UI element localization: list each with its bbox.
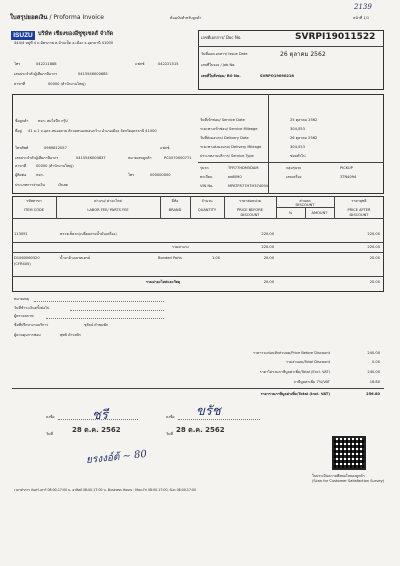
customer-phone-label: โทรศัพท์ <box>15 146 29 150</box>
company-tel-label: โทร <box>14 62 21 66</box>
vat: 16.80 <box>369 380 380 384</box>
company-branch-label: สาขาที่ <box>14 82 26 86</box>
labor-total: 220.00 <box>261 245 274 249</box>
total-before-label: ราคารวมก่อนหักส่วนลด/Price Before Discount <box>252 351 330 355</box>
staff-date: 28 ต.ค. 2562 <box>176 426 225 434</box>
plate-label: ทะเบียน <box>200 175 213 179</box>
model-group: PICKUP <box>340 166 353 170</box>
doc-title <box>10 14 104 21</box>
contact: หจก. <box>36 173 44 177</box>
col-discount-en: DISCOUNT <box>295 203 315 207</box>
service-mileage-label: ระยะทางเข้าซ่อม/ Service Mileage <box>200 127 258 131</box>
col-desc-en: LABOR FEE/ PARTS FEE <box>87 208 129 212</box>
customer-date-label: วันที่ <box>46 432 53 436</box>
row1-desc: ตรวจเช็ครถ(เปลี่ยนถ่ายน้ำมันเครื่อง) <box>60 232 117 236</box>
total-discount: 0.00 <box>371 360 380 364</box>
col-discount-th: ส่วนลด <box>299 199 311 203</box>
col-brand-en: BRAND <box>168 208 182 212</box>
engine-label: เลขเครื่อง <box>286 175 302 179</box>
qr-caption: ใบประเมินความพึงพอใจของลูกค้า <box>312 474 365 478</box>
contact-tel-label: โทร <box>128 173 135 177</box>
company-tax-label: เลขประจำตัวผู้เสียภาษีอากร <box>14 72 58 76</box>
customer-phone: 0969812057 <box>44 146 67 150</box>
customer-address: 41 ม.1 ถ.อุดร-หนองคาย ตำบลหนองขอนกว้าง อำเภอเมือง จังหวัดอุดรธานี 41000 <box>28 129 157 133</box>
model-label: รุ่นรถ <box>200 166 209 170</box>
company-branch: 00000 (สำนักงานใหญ่) <box>48 82 86 86</box>
contact-label: ผู้ติดต่อ <box>15 173 27 177</box>
model-group-label: กลุ่มรุ่นรถ <box>286 166 302 170</box>
parts-total-label: รวมค่าอะไหล่และวัสดุ <box>146 280 181 284</box>
parts-total-after: 20.00 <box>369 280 380 284</box>
row2-qty: 1.00 <box>211 256 220 260</box>
company-tel: 042211888 <box>36 62 57 66</box>
vat-label: ภาษีมูลค่าเพิ่ม 7%/VAT <box>293 380 330 384</box>
delivery-date: 26 ตุลาคม 2562 <box>290 136 318 140</box>
plate: ยพ8090 <box>228 175 242 179</box>
service-type-label: ประเภทงานบริการ/ Service Type <box>200 154 254 158</box>
delivery-mileage-label: ระยะทางส่งมอบรถ/ Delivery Mileage <box>200 145 262 149</box>
service-mileage: 304,053 <box>290 127 305 131</box>
customer-no: PC0070000771 <box>164 156 192 160</box>
payment-type: เงินสด <box>58 183 68 187</box>
row2-code: D1060060320 <box>14 256 40 260</box>
row2-brand: Bonded Parts <box>158 256 182 260</box>
company-name: บริษัท เชียงของอีซูซุเซลส์ จำกัด <box>38 31 114 37</box>
page-meta: หน้าที่ 1/1 <box>353 16 370 20</box>
customer-address-label: ที่อยู่ <box>15 129 22 133</box>
handwritten-note: ยรงงอ์ต้ ~ 80 <box>85 448 148 467</box>
row1-price: 220.00 <box>261 232 274 236</box>
customer-fax-label: แฟกซ์ <box>160 146 170 150</box>
doc-title-th: ใบสรุปยอดเงิน <box>10 14 48 21</box>
company-fax-label: แฟกซ์ <box>135 62 145 66</box>
tech-label: ผู้ควบคุมการซ่อม <box>14 333 41 337</box>
row2-price: 20.00 <box>263 256 274 260</box>
total-excl: 240.00 <box>367 370 380 374</box>
company-tax: 0415546000685 <box>78 72 108 76</box>
doc-no-label: เลขที่เอกสาร/ Doc No. <box>201 35 242 40</box>
row1-after: 220.00 <box>367 232 380 236</box>
col-desc-th: ค่าแรง/ ค่าอะไหล่ <box>94 199 122 203</box>
customer-date: 28 ต.ค. 2562 <box>72 426 121 434</box>
col-discount-amt: AMOUNT <box>311 211 328 215</box>
customer-name: หจก. สมใจนึก กรุ๊ป <box>38 119 68 123</box>
tech: พุทธิ ดำรงพัก <box>60 333 81 337</box>
company-address: 444/4 หมู่ที่ 4 ถ.มิตรภาพ ต.บ้านเป็ด อ.เมือง จ.อุดรธานี 41000 <box>14 41 114 45</box>
payment-type-label: ประเภทการจ่ายเงิน <box>15 183 45 187</box>
col-code-en: ITEM CODE <box>23 208 45 212</box>
remark-label: หมายเหตุ <box>14 297 29 301</box>
ro-no-label: เลขที่ใบสั่งซ่อม/ RO No. <box>201 74 241 78</box>
col-after-sub: DISCOUNT <box>349 213 369 217</box>
total-incl: 256.80 <box>366 392 380 396</box>
company-fax: 042221515 <box>158 62 179 66</box>
col-after-en: PRICE AFTER <box>347 208 371 212</box>
row2-after: 20.00 <box>369 256 380 260</box>
service-date-label: วันที่เข้าซ่อม/ Service Date <box>200 118 245 122</box>
labor-total-label: รวมค่าแรง <box>172 245 189 249</box>
ro-no: SVRPO19090216 <box>260 74 294 78</box>
customer-branch: 00000 (สำนักงานใหญ่) <box>36 164 74 168</box>
delivery-mileage: 304,053 <box>290 145 305 149</box>
checker-label: ผู้ตรวจสภาพ <box>14 314 34 318</box>
col-price-th: ราคาต่อหน่วย <box>239 199 261 203</box>
book-no-label: เลขที่ใบจอง / Job No. <box>201 63 236 67</box>
col-after-th: ราคาสุทธิ <box>351 199 367 203</box>
doc-no: SVRPI19011522 <box>295 32 376 42</box>
next-pay-label: วันที่ชำระเงินครั้งต่อไป <box>14 306 50 310</box>
row2-code2: (CFR400) <box>14 262 31 266</box>
col-qty-en: QUANTITY <box>197 208 217 212</box>
customer-sign-label: ลงชื่อ <box>46 415 55 419</box>
engine: 3TN4094 <box>340 175 357 179</box>
col-brand-th: ยี่ห้อ <box>171 199 179 203</box>
staff-sign-label: ลงชื่อ <box>166 415 175 419</box>
total-before: 240.00 <box>367 351 380 355</box>
total-excl-label: ราคาไม่รวมภาษีมูลค่าเพิ่ม/Total (Excl. VAT) <box>259 370 330 374</box>
labor-total-after: 220.00 <box>367 245 380 249</box>
staff-signature: ขรัช <box>196 404 221 419</box>
vin: MPATFR77H7H374094 <box>228 184 268 188</box>
service-date: 25 ตุลาคม 2562 <box>290 118 318 122</box>
advisor-label: ชื่อที่ปรึกษางานบริการ <box>14 323 49 327</box>
customer-no-label: หมายเลขลูกค้า <box>128 156 152 160</box>
total-discount-label: รวมส่วนลด/Total Discount <box>285 360 330 364</box>
isuzu-logo: ISUZU <box>11 31 35 40</box>
survey-qr-code[interactable] <box>332 436 366 470</box>
customer-branch-label: สาขาที่ <box>15 164 27 168</box>
col-code-th: รหัสสาขา <box>26 199 42 203</box>
row1-code: 113091 <box>14 232 28 236</box>
col-price-en: PRICE BEFORE <box>236 208 264 212</box>
col-qty-th: จำนวน <box>201 199 213 203</box>
service-type: ซ่อมทั่วไป <box>290 154 306 158</box>
staff-date-label: วันที่ <box>166 432 173 436</box>
doc-title-en: / Proforma Invoice <box>49 14 104 21</box>
col-discount-pct: % <box>288 211 293 215</box>
customer-tax-label: เลขประจำตัวผู้เสียภาษีอากร <box>15 156 59 160</box>
customer-tax: 0415546000837 <box>76 156 106 160</box>
model: TFR77HDM5DAM <box>228 166 259 170</box>
issue-date: 26 ตุลาคม 2562 <box>280 51 326 58</box>
customer-box <box>12 94 384 194</box>
footer-hours: เวลาทำการ จันทร์-เสาร์ 08:00-17:00 น. อาทิตย์ 08:00-17:00 น. Business Hours : Mon-Fri 08:00-17:00, Sun 08:00-17:00 <box>14 488 197 492</box>
col-price-sub: DISCOUNT <box>240 213 260 217</box>
customer-signature: ชรี <box>92 408 108 423</box>
vin-label: VIN No. <box>200 184 214 188</box>
customer-name-label: ชื่อลูกค้า <box>15 119 29 123</box>
issue-date-label: วันที่ออกเอกสาร/ Issue Date <box>201 52 248 56</box>
contact-tel: 000000000 <box>150 173 171 177</box>
total-incl-label: ราคารวมภาษีมูลค่าเพิ่ม/Total (Incl. VAT) <box>260 392 330 396</box>
row2-desc: น้ำยาล้างเบรคเครย์ <box>60 256 91 260</box>
handwritten-top: 2139 <box>354 3 372 11</box>
qr-caption-en: (Scan for Customer Satisfaction Survey) <box>312 479 385 483</box>
advisor: ชุรัตน์ ดำชมพัก <box>84 323 109 327</box>
parts-total: 20.00 <box>263 280 274 284</box>
copy-label: ต้นฉบับสำหรับลูกค้า <box>170 16 202 20</box>
delivery-date-label: วันที่ส่งมอบรถ/ Delivery Date <box>200 136 249 140</box>
